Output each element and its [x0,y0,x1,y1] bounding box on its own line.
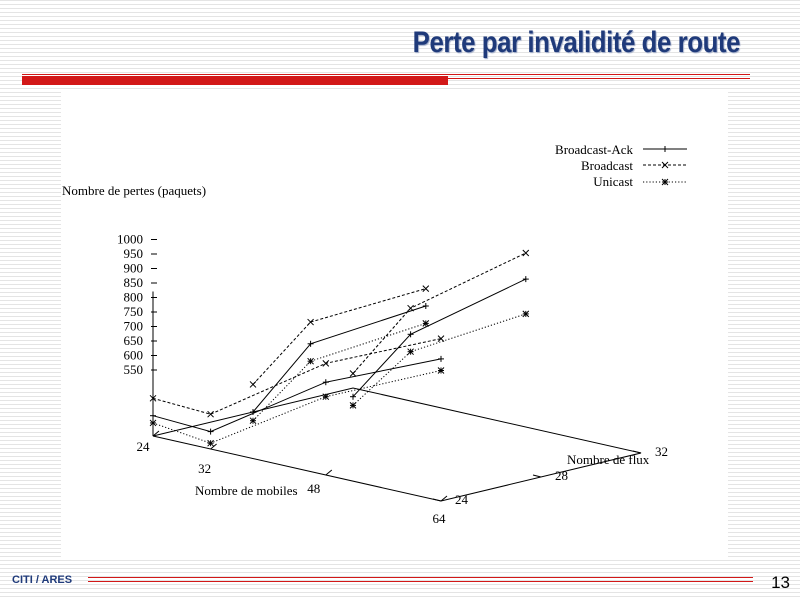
footer-rule-top [88,577,753,578]
data-point-broadcast-ack [438,356,444,362]
data-point-broadcast-ack [208,429,214,435]
title-rule-top [22,74,750,75]
legend-marker-broadcast-ack [662,146,668,152]
y-tick-mark [533,475,541,477]
series-line-broadcast [353,253,526,374]
data-point-unicast [208,440,214,446]
x-tick-label: 24 [136,439,150,454]
data-point-broadcast [523,250,529,256]
z-tick-label: 750 [123,304,143,319]
page-number: 13 [771,573,790,592]
footer-rule-bottom [88,581,753,582]
data-point-broadcast-ack [150,413,156,419]
data-point-broadcast-ack [423,303,429,309]
chart-legend [555,142,687,189]
y-tick-label: 28 [555,468,568,483]
x-tick-label: 32 [198,461,212,476]
series-line-broadcast [153,339,441,415]
legend-label-unicast: Unicast [593,174,633,189]
chart-ticks [117,232,668,527]
data-point-unicast [308,358,314,364]
chart-3d [61,92,728,560]
z-tick-label: 600 [123,347,143,363]
data-point-unicast [250,418,256,424]
data-point-broadcast [350,371,356,377]
data-point-broadcast [408,305,414,311]
legend-label-broadcast-ack: Broadcast-Ack [555,142,633,157]
x-axis-label: Nombre de mobiles [195,483,298,498]
x-tick-label: 64 [432,511,446,526]
data-point-unicast [408,349,414,355]
data-point-unicast [350,402,356,408]
data-point-broadcast [423,286,429,292]
title-rule-thick [22,76,448,85]
footer-label: CITI / ARES [12,574,73,586]
legend-marker-unicast [662,179,668,185]
data-point-unicast [438,368,444,374]
z-tick-label: 850 [123,275,143,290]
x-tick-label: 48 [307,481,321,496]
legend-markers [662,146,668,185]
y-tick-label: 32 [655,444,668,459]
z-tick-label: 700 [123,318,143,334]
z-tick-label: 1000 [117,231,143,247]
y-tick-mark [433,499,441,501]
x-tick-mark [326,470,332,475]
series-line-broadcast [253,289,426,385]
slide-title: Perte par invalidité de route [412,26,740,59]
y-axis-label: Nombre de flux [567,452,650,467]
legend-label-broadcast: Broadcast [581,158,633,173]
z-axis-label: Nombre de pertes (paquets) [62,183,207,198]
chart-markers [150,250,529,446]
z-tick-label: 550 [123,362,143,377]
title-rule-thin [448,78,750,79]
z-tick-label: 800 [123,289,143,305]
series-line-broadcast-ack [253,306,426,412]
data-point-broadcast-ack [523,276,529,282]
data-point-unicast [323,394,329,400]
chart-panel [61,92,728,560]
series-line-broadcast-ack [153,359,441,432]
data-point-broadcast-ack [323,379,329,385]
series-line-unicast [153,371,441,444]
data-point-broadcast [308,319,314,325]
data-point-unicast [423,320,429,326]
z-tick-label: 950 [123,246,143,261]
data-point-broadcast [250,381,256,387]
z-tick-label: 650 [123,333,143,348]
data-point-unicast [523,311,529,317]
y-tick-label: 24 [455,492,468,507]
data-point-broadcast [208,411,214,417]
series-line-broadcast-ack [353,279,526,397]
data-point-unicast [150,420,156,426]
legend-marker-broadcast [662,162,668,168]
z-tick-label: 900 [123,260,143,276]
